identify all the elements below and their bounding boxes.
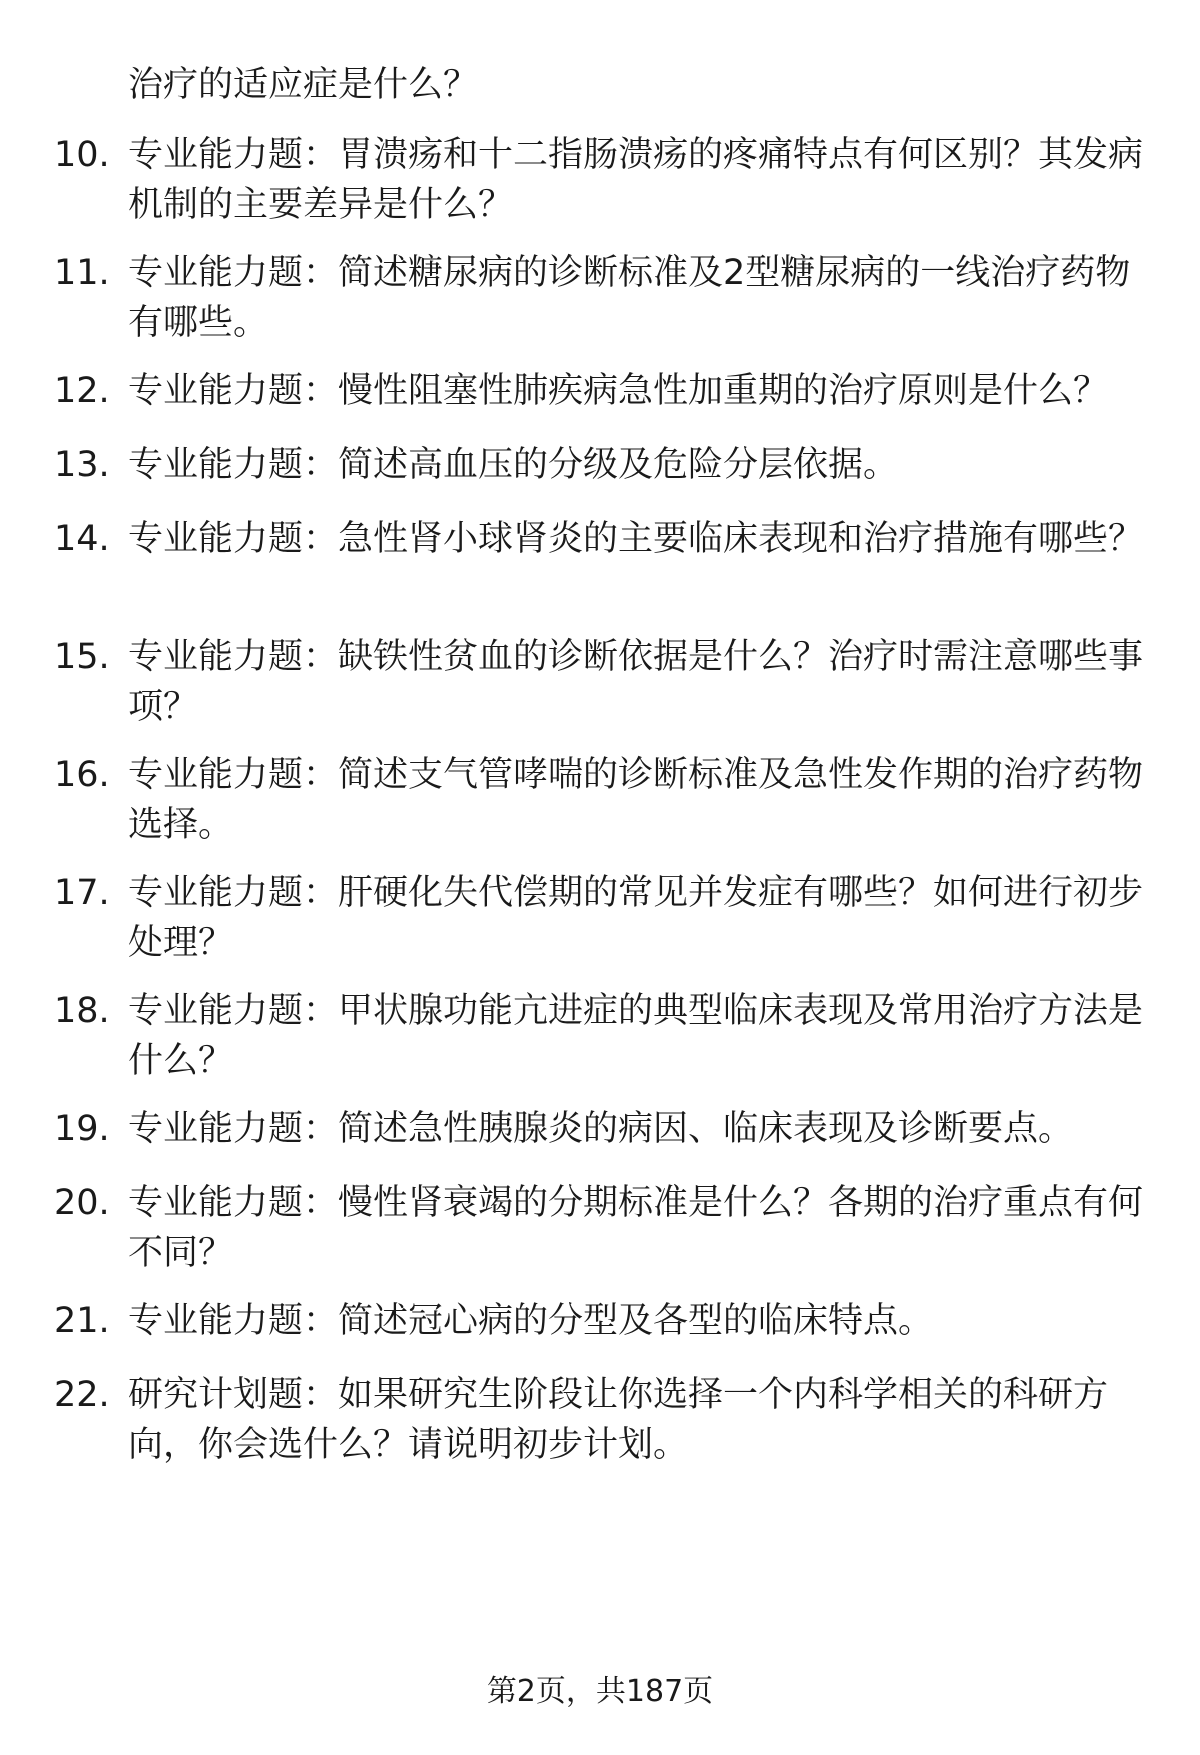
question-text: 专业能力题：慢性阻塞性肺疾病急性加重期的治疗原则是什么？: [128, 371, 1109, 411]
question-number: 19.: [54, 1109, 110, 1149]
question-number: 20.: [54, 1183, 110, 1223]
question-text: 专业能力题：甲状腺功能亢进症的典型临床表现及常用治疗方法是什么？: [128, 991, 1144, 1081]
question-number: 10.: [54, 135, 110, 175]
question-number: 14.: [54, 519, 110, 559]
page-number-footer: 第2页，共187页: [486, 1674, 714, 1709]
question-text: 专业能力题：胃溃疡和十二指肠溃疡的疼痛特点有何区别？其发病机制的主要差异是什么？: [128, 135, 1144, 225]
question-text: 专业能力题：慢性肾衰竭的分期标准是什么？各期的治疗重点有何不同？: [128, 1183, 1144, 1273]
continued-question-text: 治疗的适应症是什么？: [128, 65, 479, 105]
question-text: 专业能力题：简述冠心病的分型及各型的临床特点。: [128, 1301, 934, 1341]
question-number: 21.: [54, 1301, 110, 1341]
question-text: 专业能力题：简述急性胰腺炎的病因、临床表现及诊断要点。: [128, 1109, 1074, 1149]
question-number: 13.: [54, 445, 110, 485]
question-text: 专业能力题：肝硬化失代偿期的常见并发症有哪些？如何进行初步处理？: [128, 873, 1144, 963]
question-number: 12.: [54, 371, 110, 411]
question-text: 专业能力题：简述高血压的分级及危险分层依据。: [128, 445, 899, 485]
question-number: 22.: [54, 1375, 110, 1415]
question-text: 专业能力题：简述支气管哮喘的诊断标准及急性发作期的治疗药物选择。: [128, 755, 1144, 845]
question-number: 15.: [54, 637, 110, 677]
question-text: 专业能力题：急性肾小球肾炎的主要临床表现和治疗措施有哪些？: [128, 519, 1144, 559]
question-text: 专业能力题：简述糖尿病的诊断标准及2型糖尿病的一线治疗药物有哪些。: [128, 253, 1131, 343]
question-text: 专业能力题：缺铁性贫血的诊断依据是什么？治疗时需注意哪些事项？: [128, 637, 1144, 727]
question-text: 研究计划题：如果研究生阶段让你选择一个内科学相关的科研方向，你会选什么？请说明初步计划。: [128, 1375, 1109, 1465]
question-number: 11.: [54, 253, 110, 293]
question-number: 16.: [54, 755, 110, 795]
question-number: 17.: [54, 873, 110, 913]
question-number: 18.: [54, 991, 110, 1031]
